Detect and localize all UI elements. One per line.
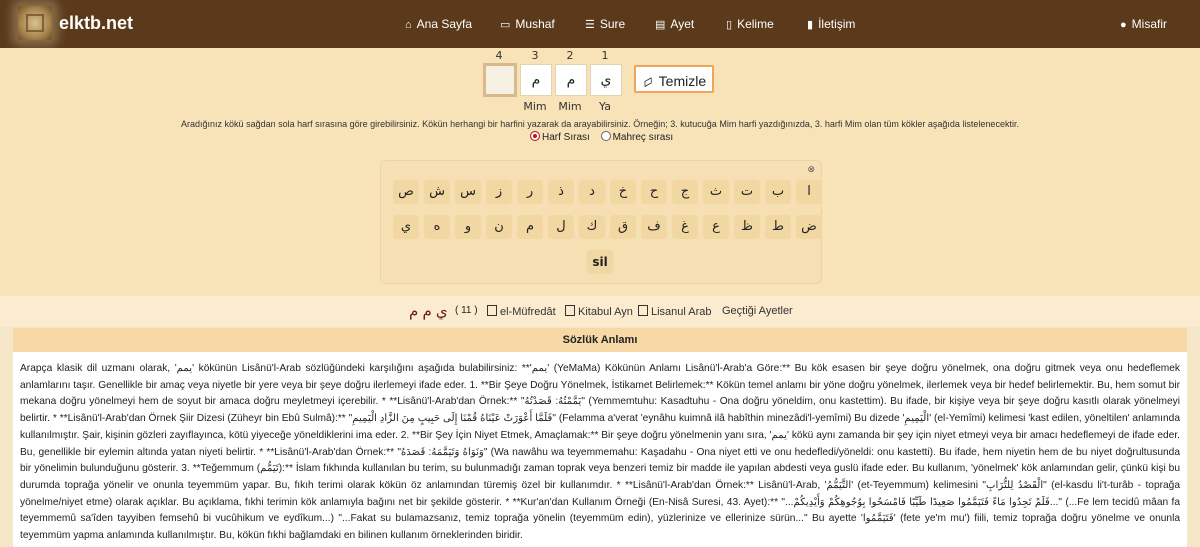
key-letter[interactable]: ر — [517, 180, 543, 204]
document-icon — [565, 305, 575, 316]
nav-iletisim[interactable]: ▮ İletişim — [807, 17, 856, 31]
slot-letter-name: Ya — [599, 100, 611, 113]
link-kitabul-ayn[interactable]: Kitabul Ayn — [565, 305, 633, 318]
key-letter[interactable]: ز — [486, 180, 512, 204]
verse-icon: ▤ — [655, 19, 666, 31]
key-letter[interactable]: ك — [579, 215, 605, 239]
site-logo[interactable] — [18, 6, 52, 40]
key-letter[interactable]: ظ — [734, 215, 760, 239]
root-slot-4[interactable] — [483, 63, 517, 97]
nav-ayet[interactable]: ▤ Ayet — [655, 17, 695, 31]
slot-letter-name: Mim — [523, 100, 547, 113]
slot-index: 1 — [601, 49, 609, 62]
list-icon: ☰ — [585, 19, 595, 31]
close-icon[interactable]: ⊗ — [807, 165, 815, 175]
link-lisanul-arab[interactable]: Lisanul Arab — [638, 305, 712, 318]
key-letter[interactable]: ن — [486, 215, 512, 239]
key-letter[interactable]: س — [455, 180, 481, 204]
brand-name[interactable]: elktb.net — [59, 13, 134, 33]
key-letter[interactable]: غ — [672, 215, 698, 239]
key-letter[interactable]: ث — [703, 180, 729, 204]
nav-mushaf[interactable]: ▭ Mushaf — [500, 17, 555, 31]
key-letter[interactable]: ج — [672, 180, 698, 204]
dictionary-panel — [13, 328, 1187, 547]
word-icon: ▯ — [726, 19, 733, 31]
user-icon: ● — [1120, 19, 1127, 31]
key-letter[interactable]: د — [579, 180, 605, 204]
nav-sure[interactable]: ☰ Sure — [585, 17, 626, 31]
top-navbar — [0, 0, 1200, 48]
root-slot-2[interactable]: م — [555, 64, 587, 96]
key-letter[interactable]: ح — [641, 180, 667, 204]
arabic-keyboard — [380, 160, 822, 284]
radio-empty-icon — [601, 131, 611, 141]
radio-mahrec-sirasi[interactable]: Mahreç sırası — [601, 131, 674, 143]
nav-user[interactable]: ● Misafir — [1120, 17, 1167, 31]
nav-kelime[interactable]: ▯ Kelime — [726, 17, 774, 31]
key-letter[interactable]: ل — [548, 215, 574, 239]
slot-index: 4 — [495, 49, 503, 62]
key-letter[interactable]: ق — [610, 215, 636, 239]
slot-index: 3 — [531, 49, 539, 62]
key-letter[interactable]: ب — [765, 180, 791, 204]
dictionary-body: Arapça klasik dil uzmanı olarak, 'يمم' kökünün Lisânü'l-Arab sözlüğündeki karşılığını aşağıda bulabilirsiniz: **'يمم' (YeMaMa) Kökünün Anlamı Lisânü'l-Arab'a Göre:** Bu kök esasen bir şeye doğru yönelmek, ona doğru gitmek veya onu hedeflemek anlamlarını taşır. Genellikle bir amaç veya niyetle bir yere veya bir şeye doğru ilerlemeyi ifade eder. 1. **Bir Şeye Doğru Yönelmek, İstikamet Belirlemek:** Kökün temel anlamı bir yöne doğru yönelmek, ilerlemek veya bir hedef belirlemektir. Bu, hem somut bir mekana doğru yönelmeyi hem de soyut bir amaca doğru meyletmeyi içerebilir. * **Lisânü'l-Arab'dan Örnek:** "يَمَّمْتُهُ: قَصَدْتُهُ" (Yemmemtuhu: Kasadtuhu - Ona doğru yöneldim, onu kastettim). Bu ifade, bir kişiye veya bir şeye doğru kasıtlı olarak yönelmeyi belirtir. * **Lisânü'l-Arab'dan Örnek Şiir Dizesi (Züheyr bin Ebû Sulmâ):** "فَلَمَّا أَعْوَرَتْ عَيْنَاهُ قُمْنَا إِلَى حَبِيبٍ مِنَ الزَّادِ الْيَمِيمِ" (Felamma a'verat 'eynâhu kuimnâ ilâ habîthin minezâdi'l-yemîmi) Bu dizede 'الْيَمِيمِ' (el-Yemîmi) kelimesi 'kast edilen, yöneltilen' anlamında kullanılmıştır. Şair, kişinin gözleri zayıflayınca, kötü yiyeceğe yöneldiklerini ima eder. 2. **Bir Şey İçin Niyet Etmek, Amaçlamak:** Bir şeye doğru yönelmenin yanı sıra, 'يمم' kökü aynı zamanda bir şey için niyet etmeyi veya bir amacı hedeflemeyi de ifade eder. Bu, genellikle bir eylemin altında yatan niyeti belirtir. * **Lisânü'l-Arab'dan Örnek:** "وَنَوَاهُ وَتَيَمَّمَهُ: قَصَدَهُ" (Wa nawâhu wa teyemmemahu: Kaşadahu - Ona niyet etti ve onu hedefledi/yöneldi: onu kastetti). Bu ifade, hem niyetin hem de bu niyet doğrultusunda bir yönelimin bulunduğunu gösterir. 3. **Teğemmum (تَيَمُّم):** İslam fıkhında kullanılan bu terim, su bulunmadığı zaman toprak veya benzeri temiz bir madde ile yapılan abdesti veya guslü ifade eder. Bu kullanım, 'yönelmek' kök anlamından gelir, çünkü kişi bu durumda toprağa yönelir ve onunla teyemmüm yapar. Bu, fıkıh terimi olarak kökün öz anlamından türemiş özel bir kullanımdır. * **Lisânü'l-Arab'dan Örnek:** Lisânü'l-Arab, 'التَّيَمُّمُ' (et-Teyemmum) kelimesini "الْقَصْدُ لِلتُّرَابِ" (el-kasdu li't-turâb - toprağa yönelme/niyet etme) olarak açıklar. Bu açıklama, fıkhi terimin kök anlamıyla bağını net bir şekilde gösterir. * **Kur'an'dan Kullanım Örneği (En-Nisâ Suresi, 43. Ayet):** "...فَلَمْ تَجِدُوا مَاءً فَتَيَمَّمُوا صَعِيدًا طَيِّبًا فَامْسَحُوا بِوُجُوهِكُمْ وَأَيْدِيكُمْ..." (...Fe lem tecidû mâan fa teyemmemû sa'îden tayyiben femsehû bi vucûhikum ve eydîkum...) "...Fakat su bulamazsanız, temiz toprağa yönelin (teyemmüm edin), yüzlerinize ve ellerinize sürün..." Bu ayette 'فَتَيَمَّمُوا' (fete ye'm mu') fiili, temiz toprağa doğru yönelme ve onunla teyemmüm yapma anlamında kullanılmıştır. Bu, kökün fıkhi bağlamdaki en bilinen kullanım örneklerinden biridir. — [20, 363, 1180, 542]
link-gectigi-ayetler[interactable]: Geçtiği Ayetler — [722, 305, 793, 317]
root-slot-3[interactable]: م — [520, 64, 552, 96]
home-icon: ⌂ — [405, 19, 412, 31]
search-hint: Aradığınız kökü sağdan sola harf sırasına göre girebilirsiniz. Kökün herhangi bir harfini yazarak da arayabilirsiniz. Örneğin; 3. kutucuğa Mim harfi yazdığınızda, 3. harfi Mim olan tüm kökler aşağıda listelenecektir. — [181, 119, 1019, 129]
result-bar — [0, 296, 1200, 327]
key-letter[interactable]: خ — [610, 180, 636, 204]
radio-harf-sirasi[interactable]: Harf Sırası — [530, 131, 590, 143]
slot-letter-name: Mim — [558, 100, 582, 113]
phone-icon: ▮ — [807, 19, 814, 31]
clear-button[interactable]: ▱ Temizle — [634, 65, 714, 93]
key-letter[interactable]: ت — [734, 180, 760, 204]
dictionary-title: Sözlük Anlamı — [13, 328, 1187, 352]
key-letter[interactable]: ا — [796, 180, 822, 204]
book-icon: ▭ — [500, 19, 511, 31]
document-icon — [487, 305, 497, 316]
key-letter[interactable]: ه — [424, 215, 450, 239]
key-letter[interactable]: و — [455, 215, 481, 239]
key-letter[interactable]: ص — [393, 180, 419, 204]
key-letter[interactable]: ذ — [548, 180, 574, 204]
key-letter[interactable]: ع — [703, 215, 729, 239]
document-icon — [638, 305, 648, 316]
nav-home[interactable]: ⌂ Ana Sayfa — [405, 17, 473, 31]
result-root[interactable]: ي م م — [409, 303, 448, 320]
result-count: ( 11 ) — [455, 305, 478, 316]
key-letter[interactable]: ض — [796, 215, 822, 239]
radio-selected-icon — [530, 131, 540, 141]
root-slot-1[interactable]: ي — [590, 64, 622, 96]
eraser-icon: ▱ — [638, 71, 656, 91]
delete-key[interactable]: sil — [587, 250, 613, 274]
link-mufredat[interactable]: el-Müfredât — [487, 305, 556, 318]
key-letter[interactable]: ش — [424, 180, 450, 204]
key-letter[interactable]: م — [517, 215, 543, 239]
key-letter[interactable]: ي — [393, 215, 419, 239]
key-letter[interactable]: ف — [641, 215, 667, 239]
slot-index: 2 — [566, 49, 574, 62]
order-options — [530, 131, 681, 143]
key-letter[interactable]: ط — [765, 215, 791, 239]
